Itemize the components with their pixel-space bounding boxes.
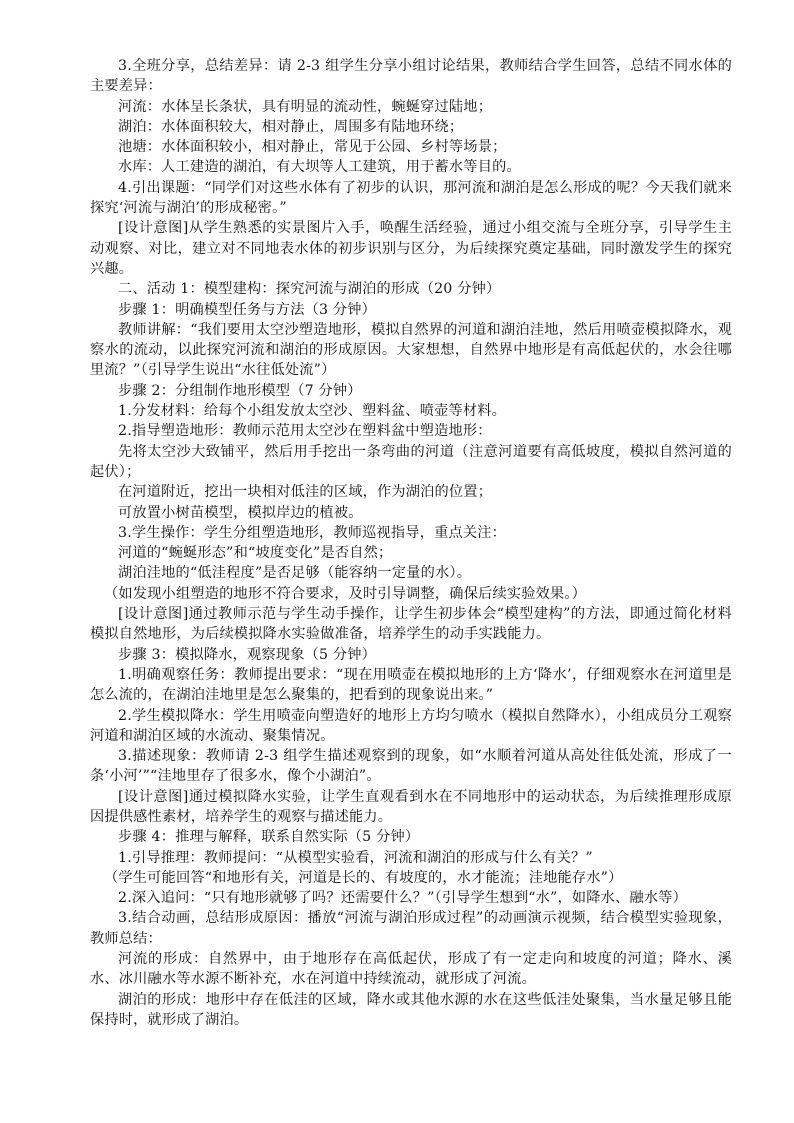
paragraph-distribute-materials: 1.分发材料：给每个小组发放太空沙、塑料盆、喷壶等材料。 [118, 403, 507, 420]
paragraph-design-intent-3: [设计意图]通过模拟降水实验，让学生直观看到水在不同地形中的运动状态，为后续推理形成原因提供感性素材，培养学生的观察与描述能力。 [90, 788, 732, 825]
paragraph-share-summary: 3.全班分享，总结差异：请 2-3 组学生分享小组讨论结果，教师结合学生回答，总结不同水体的主要差异： [90, 58, 732, 95]
paragraph-place-trees: 可放置小树苗模型，模拟岸边的植被。 [118, 504, 363, 521]
heading-activity-1: 二、活动 1：模型建构：探究河流与湖泊的形成（20 分钟） [118, 281, 501, 298]
heading-step-2: 步骤 2：分组制作地形模型（7 分钟） [118, 382, 362, 399]
paragraph-student-answer: （学生可能回答“和地形有关，河道是长的、有坡度的，水才能流；洼地能存水”） [104, 869, 623, 886]
paragraph-guide-shaping: 2.指导塑造地形：教师示范用太空沙在塑料盆中塑造地形： [118, 423, 492, 440]
paragraph-observation-task: 1.明确观察任务：教师提出要求：“现在用喷壶在模拟地形的上方‘降水’，仔细观察水在河道里是怎么流的，在湖泊洼地里是怎么聚集的，把看到的现象说出来。” [90, 666, 732, 704]
paragraph-student-operation: 3.学生操作：学生分组塑造地形，教师巡视指导，重点关注： [118, 524, 507, 541]
paragraph-river-formation: 河流的形成：自然界中，由于地形存在高低起伏，形成了有一定走向和坡度的河道；降水、溪水、冰川融水等水源不断补充，水在河道中持续流动，就形成了河流。 [90, 951, 732, 988]
paragraph-introduce-topic: 4.引出课题：“同学们对这些水体有了初步的认识，那河流和湖泊是怎么形成的呢？今天我们就来探究‘河流与湖泊’的形成秘密。” [90, 179, 732, 217]
paragraph-river-shape: 河道的“蜿蜒形态”和“坡度变化”是否自然； [118, 545, 393, 562]
paragraph-deep-question: 2.深入追问：“只有地形就够了吗？还需要什么？”（引导学生想到“水”，如降水、融水等） [118, 890, 687, 907]
paragraph-reservoir: 水库：人工建造的湖泊，有大坝等人工建筑，用于蓄水等目的。 [118, 159, 521, 176]
paragraph-design-intent-2: [设计意图]通过教师示范与学生动手操作，让学生初步体会“模型建构”的方法，即通过简化材料模拟自然地形，为后续模拟降水实验做准备，培养学生的动手实践能力。 [90, 606, 732, 643]
paragraph-lake-formation: 湖泊的形成：地形中存在低洼的区域，降水或其他水源的水在这些低洼处聚集，当水量足够且能保持时，就形成了湖泊。 [90, 991, 732, 1028]
paragraph-guide-reasoning: 1.引导推理：教师提问：“从模型实验看，河流和湖泊的形成与什么有关？” [118, 849, 593, 866]
paragraph-lake: 湖泊：水体面积较大，相对静止，周围多有陆地环绕； [118, 118, 464, 135]
paragraph-pond: 池塘：水体面积较小，相对静止，常见于公园、乡村等场景； [118, 139, 507, 156]
paragraph-describe-phenomenon: 3.描述现象：教师请 2-3 组学生描述观察到的现象，如“水顺着河道从高处往低处流，形成了一条‘小河’”“洼地里存了很多水，像个小湖泊”。 [90, 748, 732, 785]
paragraph-design-intent-1: [设计意图]从学生熟悉的实景图片入手，唤醒生活经验，通过小组交流与全班分享，引导学生主动观察、对比，建立对不同地表水体的初步识别与区分，为后续探究奠定基础，同时激发学生的探究兴趣。 [90, 220, 732, 277]
document-page [90, 56, 732, 1030]
paragraph-adjust-note: （如发现小组塑造的地形不符合要求，及时引导调整，确保后续实验效果。） [104, 585, 587, 602]
heading-step-4: 步骤 4：推理与解释，联系自然实际（5 分钟） [118, 829, 420, 846]
paragraph-dig-lake: 在河道附近，挖出一块相对低洼的区域，作为湖泊的位置； [118, 484, 493, 501]
paragraph-flatten-sand: 先将太空沙大致铺平，然后用手挖出一条弯曲的河道（注意河道要有高低坡度，模拟自然河道的起伏）； [90, 443, 732, 480]
paragraph-river: 河流：水体呈长条状，具有明显的流动性，蜿蜒穿过陆地； [118, 98, 493, 115]
heading-step-1: 步骤 1：明确模型任务与方法（3 分钟） [118, 301, 377, 318]
paragraph-simulate-rain: 2.学生模拟降水：学生用喷壶向塑造好的地形上方均匀喷水（模拟自然降水），小组成员分工观察河道和湖泊区域的水流动、聚集情况。 [90, 707, 732, 744]
paragraph-lake-depth: 湖泊洼地的“低洼程度”是否足够（能容纳一定量的水）。 [118, 565, 472, 582]
heading-step-3: 步骤 3：模拟降水，观察现象（5 分钟） [118, 646, 377, 663]
paragraph-animation-summary: 3.结合动画，总结形成原因：播放“河流与湖泊形成过程”的动画演示视频，结合模型实验现象，教师总结： [90, 910, 732, 947]
paragraph-teacher-explain: 教师讲解：“我们要用太空沙塑造地形，模拟自然界的河道和湖泊洼地，然后用喷壶模拟降水，观察水的流动，以此探究河流和湖泊的形成原因。大家想想，自然界中地形是有高低起伏的，水会往哪里流？”（引导学生说出“水往低处流”） [90, 321, 732, 379]
